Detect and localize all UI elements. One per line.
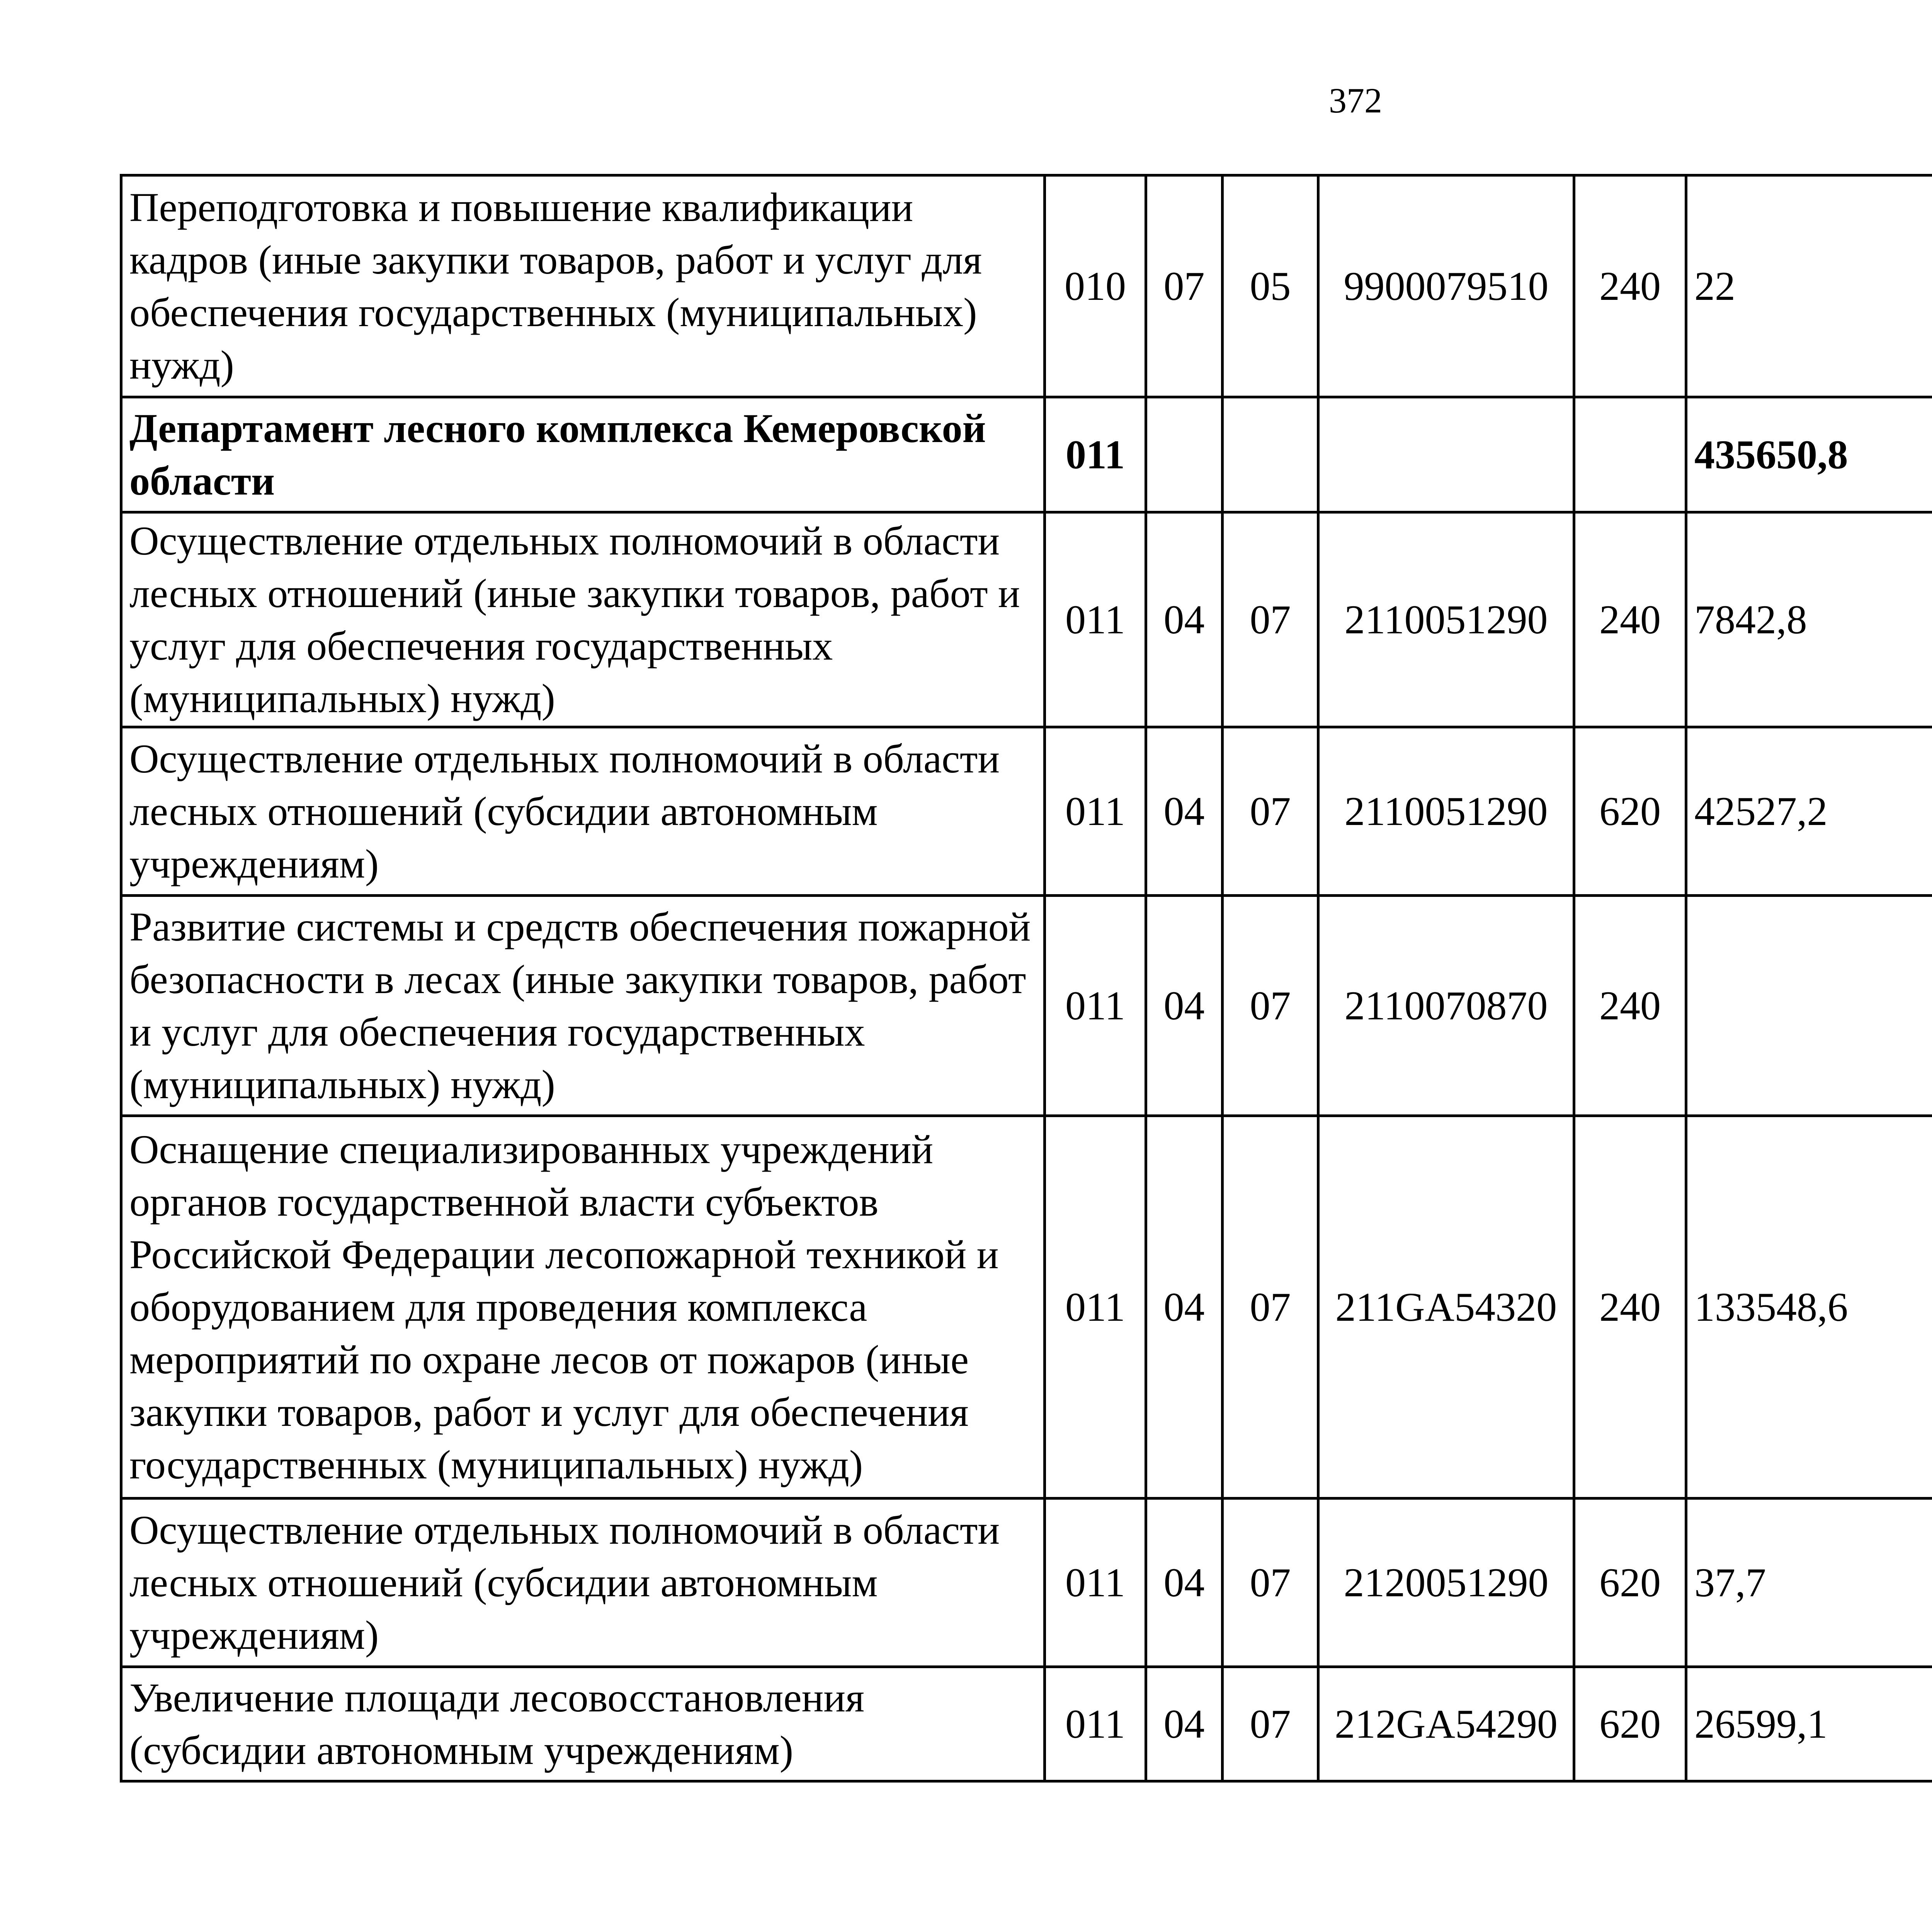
cell-vr	[1574, 397, 1686, 512]
cell-ved: 011	[1045, 1116, 1146, 1499]
table-row	[121, 896, 1932, 1116]
cell-vr: 240	[1574, 512, 1686, 727]
table-row	[121, 727, 1932, 896]
budget-table	[120, 174, 1932, 1783]
cell-name: Переподготовка и повышение квалификации кадров (иные закупки товаров, работ и услуг для обеспечения государственных (муниципальных) нужд)	[121, 175, 1045, 397]
cell-amount-1	[1686, 896, 1932, 1116]
cell-pr: 07	[1223, 1116, 1318, 1499]
cell-name: Оснащение специализированных учреждений органов государственной власти субъектов Российской Федерации лесопожарной техникой и оборудованием для проведения комплекса мероприятий по охране лесов от пожаров (иные закупки товаров, работ и услуг для обеспечения государственных (муниципальных) нужд)	[121, 1116, 1045, 1499]
cell-name: Осуществление отдельных полномочий в области лесных отношений (субсидии автономным учреждениям)	[121, 1499, 1045, 1667]
table-row	[121, 175, 1932, 397]
table-row	[121, 1499, 1932, 1667]
cell-ved: 011	[1045, 397, 1146, 512]
table-row-department	[121, 397, 1932, 512]
cell-csr: 9900079510	[1318, 175, 1574, 397]
cell-pr: 07	[1223, 896, 1318, 1116]
cell-vr: 620	[1574, 727, 1686, 896]
cell-pr: 07	[1223, 512, 1318, 727]
cell-csr: 2120051290	[1318, 1499, 1574, 1667]
cell-name: Осуществление отдельных полномочий в области лесных отношений (иные закупки товаров, работ и услуг для обеспечения государственных (муниципальных) нужд)	[121, 512, 1045, 727]
cell-amount-1: 37,7	[1686, 1499, 1932, 1667]
cell-rz: 04	[1146, 727, 1223, 896]
cell-name: Развитие системы и средств обеспечения пожарной безопасности в лесах (иные закупки товаров, работ и услуг для обеспечения государственных (муниципальных) нужд)	[121, 896, 1045, 1116]
cell-pr: 05	[1223, 175, 1318, 397]
cell-amount-1: 133548,6	[1686, 1116, 1932, 1499]
cell-vr: 620	[1574, 1667, 1686, 1781]
cell-rz: 04	[1146, 1667, 1223, 1781]
cell-ved: 011	[1045, 727, 1146, 896]
cell-ved: 010	[1045, 175, 1146, 397]
cell-rz: 04	[1146, 1499, 1223, 1667]
cell-csr: 2110070870	[1318, 896, 1574, 1116]
cell-ved: 011	[1045, 512, 1146, 727]
cell-vr: 240	[1574, 896, 1686, 1116]
table-row	[121, 1667, 1932, 1781]
cell-csr: 212GA54290	[1318, 1667, 1574, 1781]
cell-csr: 2110051290	[1318, 512, 1574, 727]
cell-rz	[1146, 397, 1223, 512]
cell-csr: 2110051290	[1318, 727, 1574, 896]
cell-name: Увеличение площади лесовосстановления (субсидии автономным учреждениям)	[121, 1667, 1045, 1781]
cell-name: Департамент лесного комплекса Кемеровской области	[121, 397, 1045, 512]
cell-vr: 240	[1574, 1116, 1686, 1499]
cell-name: Осуществление отдельных полномочий в области лесных отношений (субсидии автономным учреждениям)	[121, 727, 1045, 896]
cell-rz: 04	[1146, 1116, 1223, 1499]
cell-vr: 240	[1574, 175, 1686, 397]
cell-rz: 07	[1146, 175, 1223, 397]
cell-amount-1: 26599,1	[1686, 1667, 1932, 1781]
table-row	[121, 512, 1932, 727]
cell-csr: 211GA54320	[1318, 1116, 1574, 1499]
cell-rz: 04	[1146, 512, 1223, 727]
cell-amount-1: 42527,2	[1686, 727, 1932, 896]
cell-pr: 07	[1223, 1667, 1318, 1781]
cell-vr: 620	[1574, 1499, 1686, 1667]
table-row	[121, 1116, 1932, 1499]
cell-ved: 011	[1045, 1667, 1146, 1781]
cell-pr: 07	[1223, 727, 1318, 896]
cell-amount-1: 435650,8	[1686, 397, 1932, 512]
cell-pr: 07	[1223, 1499, 1318, 1667]
cell-amount-1: 7842,8	[1686, 512, 1932, 727]
cell-amount-1: 22	[1686, 175, 1932, 397]
table-body	[121, 175, 1932, 1781]
cell-csr	[1318, 397, 1574, 512]
cell-ved: 011	[1045, 896, 1146, 1116]
cell-pr	[1223, 397, 1318, 512]
cell-rz: 04	[1146, 896, 1223, 1116]
page-number: 372	[1329, 81, 1382, 120]
cell-ved: 011	[1045, 1499, 1146, 1667]
